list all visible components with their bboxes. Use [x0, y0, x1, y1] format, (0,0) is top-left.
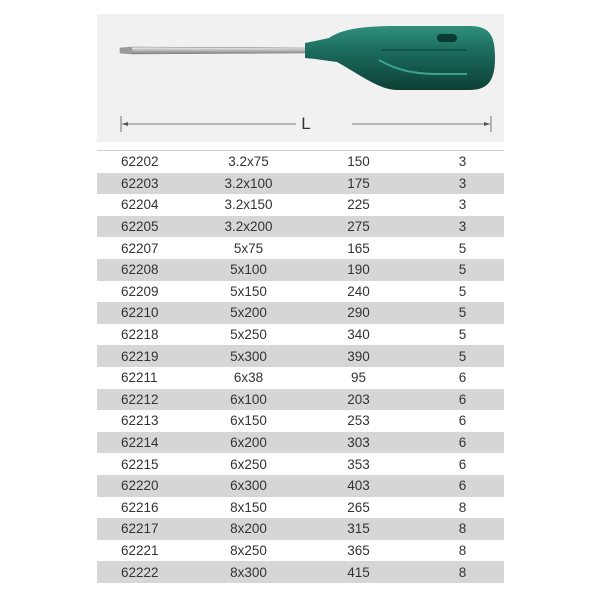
- size-cell: 5x150: [230, 283, 267, 299]
- screwdriver-handle: [305, 26, 495, 90]
- spec-table-body: [97, 151, 504, 583]
- length-cell: 253: [347, 413, 370, 429]
- part-code-cell: 62220: [97, 475, 201, 497]
- length-cell: 175: [296, 173, 421, 195]
- size-cell: 6x300: [201, 475, 296, 497]
- table-row: [97, 216, 504, 238]
- table-row: [97, 259, 504, 281]
- size-cell: 3.2x75: [201, 151, 296, 173]
- length-cell: 203: [296, 389, 421, 411]
- size-cell: 3.2x100: [201, 173, 296, 195]
- length-cell: 275: [296, 216, 421, 238]
- part-code-cell: 62213: [121, 413, 159, 429]
- table-row: [97, 410, 504, 432]
- quantity-cell: 6: [421, 475, 504, 497]
- length-cell: 340: [347, 327, 370, 343]
- quantity-cell: 3: [421, 151, 504, 173]
- quantity-cell: 8: [421, 518, 504, 540]
- length-cell: 365: [347, 542, 370, 558]
- product-image-panel: [97, 14, 504, 142]
- size-cell: 8x150: [230, 499, 267, 515]
- quantity-cell: 5: [421, 345, 504, 367]
- part-code-cell: 62211: [121, 370, 158, 386]
- length-cell: 315: [296, 518, 421, 540]
- size-cell: 3.2x200: [201, 216, 296, 238]
- quantity-cell: 8: [421, 561, 504, 583]
- part-code-cell: 62215: [121, 456, 159, 472]
- table-row: [97, 345, 504, 367]
- size-cell: 8x250: [230, 542, 267, 558]
- quantity-cell: 6: [421, 389, 504, 411]
- length-cell: 390: [296, 345, 421, 367]
- table-row: [97, 561, 504, 583]
- size-cell: 6x100: [201, 389, 296, 411]
- length-cell: 353: [347, 456, 370, 472]
- size-cell: 5x250: [230, 327, 267, 343]
- length-cell: 240: [347, 283, 370, 299]
- size-cell: 3.2x150: [224, 197, 273, 213]
- part-code-cell: 62212: [97, 389, 201, 411]
- table-row: [97, 237, 504, 259]
- table-row: [97, 453, 504, 475]
- size-cell: 6x250: [230, 456, 267, 472]
- length-cell: 403: [296, 475, 421, 497]
- part-code-cell: 62207: [121, 240, 159, 256]
- part-code-cell: 62205: [97, 216, 201, 238]
- table-row: [97, 367, 504, 389]
- part-code-cell: 62202: [97, 151, 201, 173]
- size-cell: 5x300: [201, 345, 296, 367]
- size-cell: 5x75: [233, 240, 264, 256]
- table-row: [97, 151, 504, 173]
- quantity-cell: 5: [421, 259, 504, 281]
- part-code-cell: 62204: [121, 197, 159, 213]
- size-cell: 8x200: [201, 518, 296, 540]
- quantity-cell: 5: [458, 283, 467, 299]
- part-code-cell: 62210: [97, 302, 201, 324]
- part-code-cell: 62209: [121, 283, 159, 299]
- length-cell: 190: [296, 259, 421, 281]
- length-cell: 415: [296, 561, 421, 583]
- quantity-cell: 8: [458, 499, 467, 515]
- quantity-cell: 5: [421, 302, 504, 324]
- quantity-cell: 6: [421, 432, 504, 454]
- size-cell: 6x150: [230, 413, 267, 429]
- part-code-cell: 62222: [97, 561, 201, 583]
- length-cell: 225: [347, 197, 370, 213]
- size-cell: 5x100: [201, 259, 296, 281]
- dimension-label: L: [296, 114, 316, 134]
- table-row: [97, 324, 504, 346]
- length-cell: 95: [350, 370, 367, 386]
- screwdriver-blade: [120, 47, 307, 54]
- part-code-cell: 62219: [97, 345, 201, 367]
- quantity-cell: 5: [458, 327, 467, 343]
- length-cell: 265: [347, 499, 370, 515]
- quantity-cell: 6: [458, 370, 467, 386]
- spec-table: [97, 150, 504, 583]
- quantity-cell: 5: [458, 240, 467, 256]
- size-cell: 6x38: [233, 370, 264, 386]
- length-cell: 290: [296, 302, 421, 324]
- table-row: [97, 432, 504, 454]
- table-row: [97, 389, 504, 411]
- quantity-cell: 3: [421, 216, 504, 238]
- size-cell: 5x200: [201, 302, 296, 324]
- table-row: [97, 281, 504, 303]
- quantity-cell: 8: [458, 542, 467, 558]
- part-code-cell: 62221: [121, 542, 159, 558]
- length-cell: 150: [296, 151, 421, 173]
- length-cell: 165: [347, 240, 370, 256]
- quantity-cell: 3: [421, 173, 504, 195]
- quantity-cell: 6: [458, 456, 467, 472]
- part-code-cell: 62217: [97, 518, 201, 540]
- quantity-cell: 6: [458, 413, 467, 429]
- part-code-cell: 62218: [121, 327, 159, 343]
- length-cell: 303: [296, 432, 421, 454]
- table-row: [97, 475, 504, 497]
- table-row: [97, 497, 504, 519]
- size-cell: 8x300: [201, 561, 296, 583]
- size-cell: 6x200: [201, 432, 296, 454]
- part-code-cell: 62216: [121, 499, 159, 515]
- table-row: [97, 173, 504, 195]
- table-row: [97, 518, 504, 540]
- part-code-cell: 62203: [97, 173, 201, 195]
- part-code-cell: 62208: [97, 259, 201, 281]
- table-row: [97, 194, 504, 216]
- quantity-cell: 3: [458, 197, 467, 213]
- part-code-cell: 62214: [97, 432, 201, 454]
- table-row: [97, 540, 504, 562]
- table-row: [97, 302, 504, 324]
